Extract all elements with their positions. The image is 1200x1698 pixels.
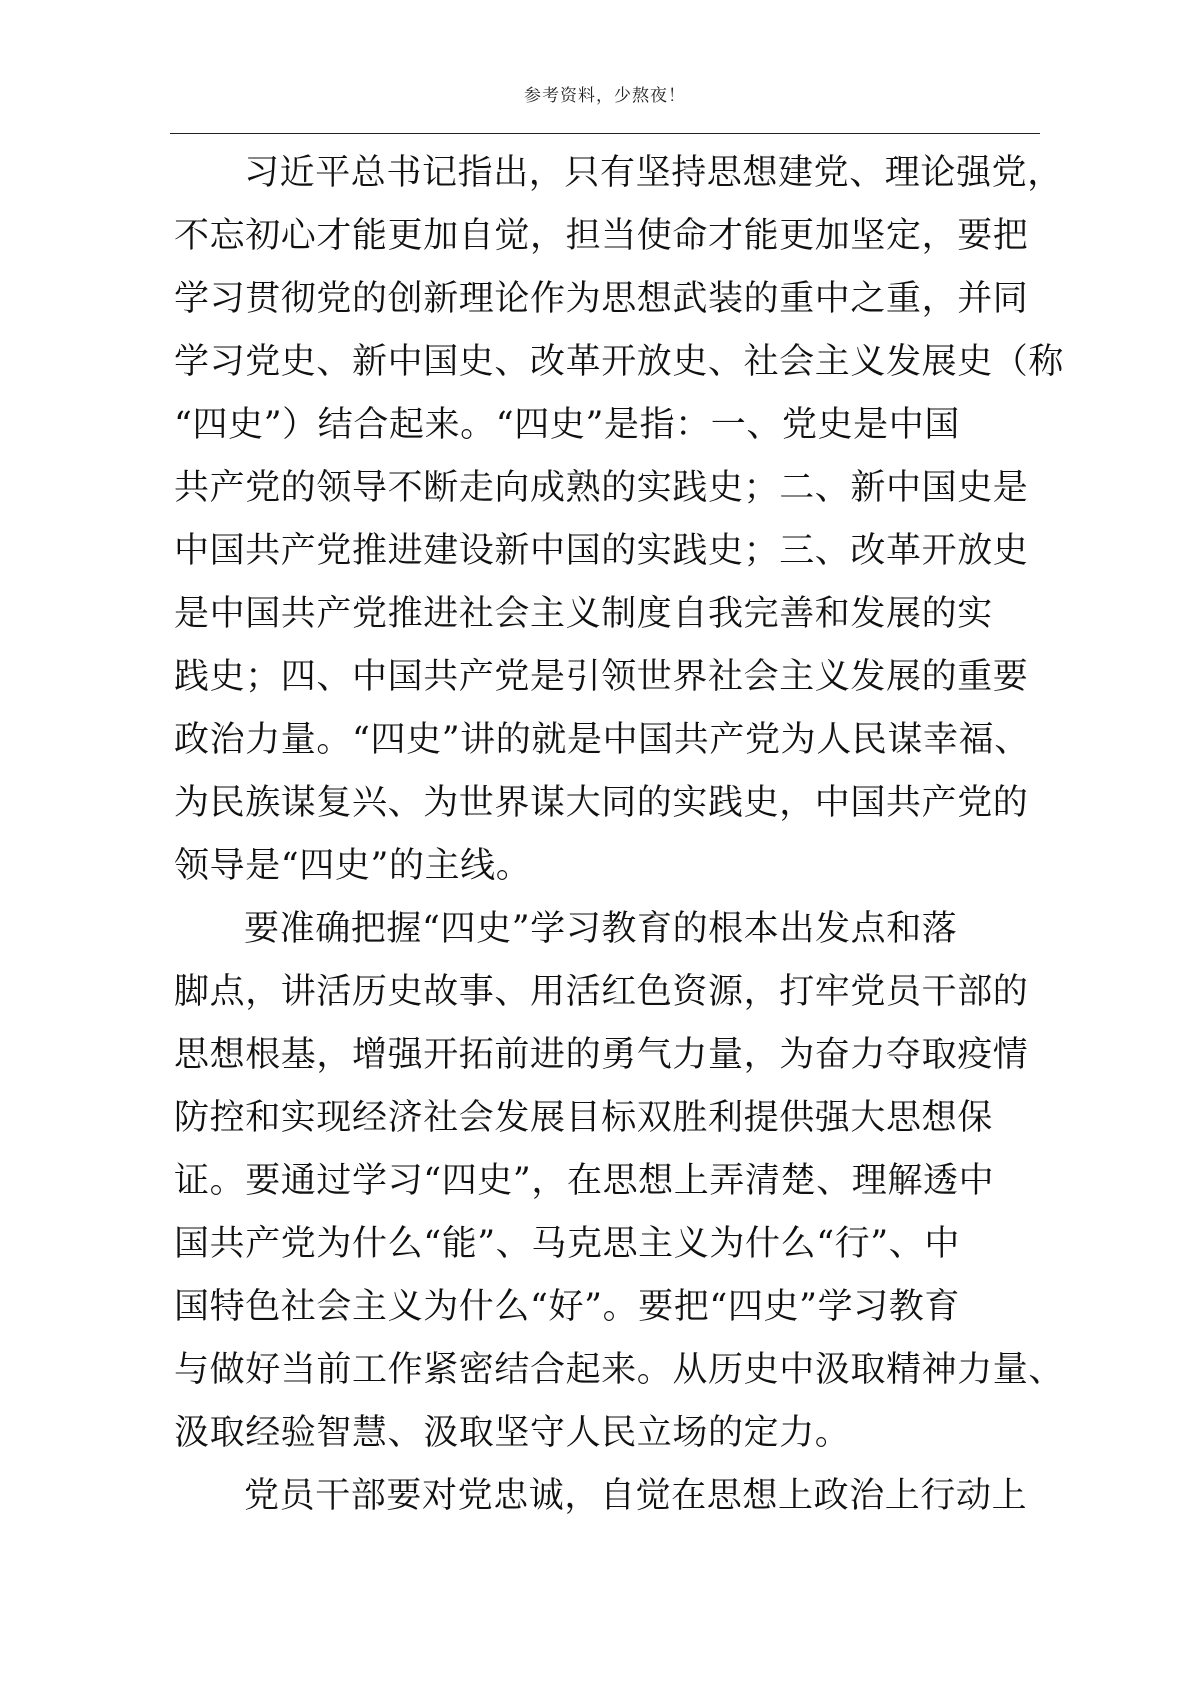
text-line: 与做好当前工作紧密结合起来。从历史中汲取精神力量、 xyxy=(174,1350,1065,1390)
text-line: 共产党的领导不断走向成熟的实践史；二、新中国史是 xyxy=(174,468,1029,508)
paragraph-2 xyxy=(174,898,1064,1465)
page-header: 参考资料，少熬夜！ xyxy=(524,86,686,106)
text-line: 证。要通过学习“四史”，在思想上弄清楚、理解透中 xyxy=(174,1161,995,1201)
text-line: 党员干部要对党忠诚，自觉在思想上政治上行动上 xyxy=(244,1476,1028,1516)
text-line: 脚点，讲活历史故事、用活红色资源，打牢党员干部的 xyxy=(174,972,1029,1012)
text-line: 防控和实现经济社会发展目标双胜利提供强大思想保 xyxy=(174,1098,993,1138)
paragraph-3 xyxy=(174,1465,1064,1528)
text-line: 政治力量。“四史”讲的就是中国共产党为人民谋幸福、 xyxy=(174,720,1030,760)
text-line: 为民族谋复兴、为世界谋大同的实践史，中国共产党的 xyxy=(174,783,1029,823)
text-line: 国共产党为什么“能”、马克思主义为什么“行”、中 xyxy=(174,1224,960,1264)
text-line: 学习贯彻党的创新理论作为思想武装的重中之重，并同 xyxy=(174,279,1029,319)
paragraph-1 xyxy=(174,142,1064,898)
header-divider xyxy=(170,133,1040,134)
text-line: 领导是“四史”的主线。 xyxy=(174,846,532,886)
text-line: 要准确把握“四史”学习教育的根本出发点和落 xyxy=(244,909,958,949)
document-body xyxy=(174,142,1064,1528)
text-line: 汲取经验智慧、汲取坚守人民立场的定力。 xyxy=(174,1413,851,1453)
text-line: 习近平总书记指出，只有坚持思想建党、理论强党， xyxy=(244,153,1063,193)
text-line: 不忘初心才能更加自觉，担当使命才能更加坚定，要把 xyxy=(174,216,1029,256)
text-line: 思想根基，增强开拓前进的勇气力量，为奋力夺取疫情 xyxy=(174,1035,1029,1075)
text-line: 践史；四、中国共产党是引领世界社会主义发展的重要 xyxy=(174,657,1029,697)
text-line: 是中国共产党推进社会主义制度自我完善和发展的实 xyxy=(174,594,993,634)
text-line: “四史”）结合起来。“四史”是指：一、党史是中国 xyxy=(174,405,960,445)
text-line: 学习党史、新中国史、改革开放史、社会主义发展史（称 xyxy=(174,342,1065,382)
text-line: 中国共产党推进建设新中国的实践史；三、改革开放史 xyxy=(174,531,1029,571)
text-line: 国特色社会主义为什么“好”。要把“四史”学习教育 xyxy=(174,1287,960,1327)
